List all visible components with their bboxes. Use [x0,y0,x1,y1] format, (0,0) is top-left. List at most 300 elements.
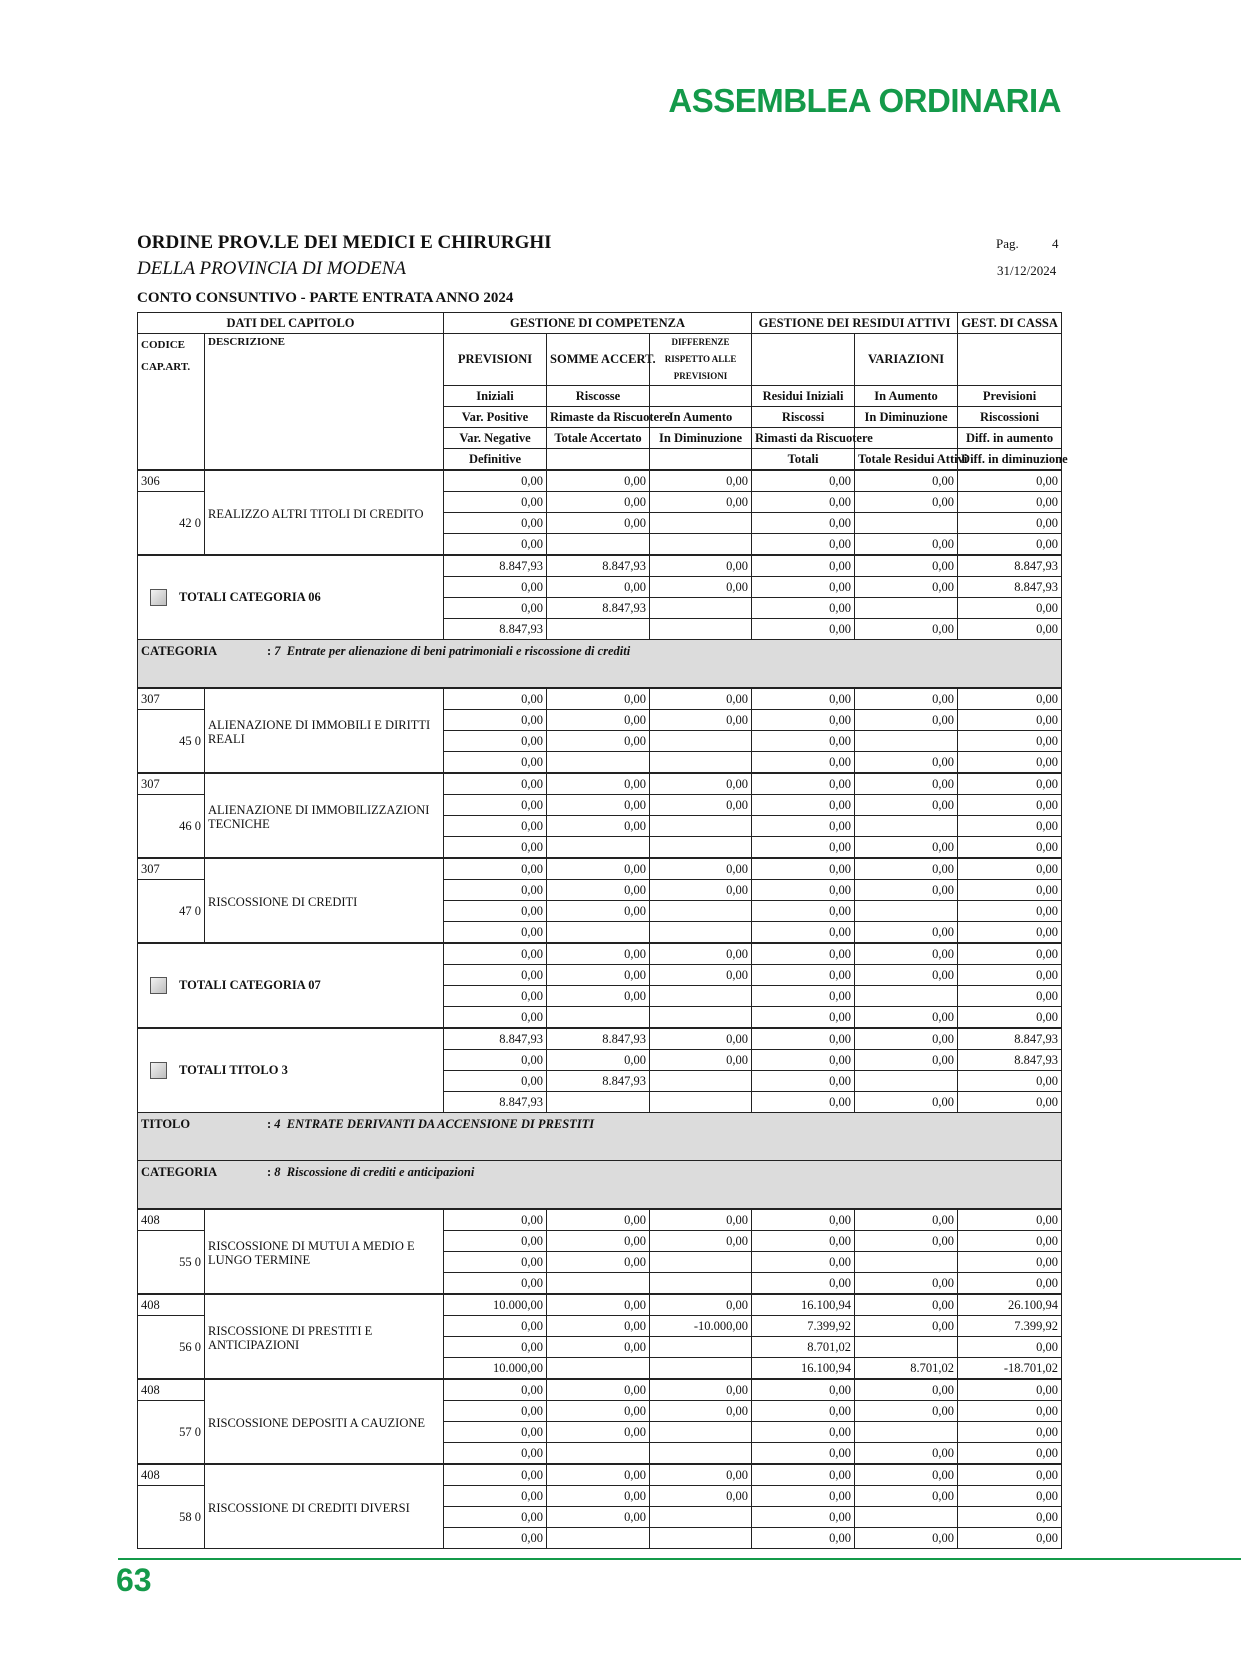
value-cell: 0,00 [752,555,855,577]
value-cell: 0,00 [752,619,855,640]
value-cell: 0,00 [752,534,855,556]
band-separator: : [267,1117,272,1131]
value-cell: 0,00 [855,1273,958,1295]
value-cell: 0,00 [752,837,855,859]
value-cell: 0,00 [958,1231,1062,1252]
header-cell [650,386,752,407]
chapter-description: ALIENAZIONE DI IMMOBILI E DIRITTI REALI [205,688,444,773]
value-cell: 0,00 [650,1486,752,1507]
value-cell: 0,00 [650,688,752,710]
value-cell: 0,00 [958,1092,1062,1113]
header-cell: Rimaste da Riscuotere [547,407,650,428]
value-cell [650,1071,752,1092]
value-cell: 0,00 [444,773,547,795]
value-cell [547,1358,650,1380]
value-cell: 0,00 [547,901,650,922]
header-cell: PREVISIONI [444,334,547,386]
value-cell: 0,00 [444,1071,547,1092]
value-cell: 8.847,93 [444,1028,547,1050]
value-cell [547,1007,650,1029]
value-cell: 8.847,93 [444,1092,547,1113]
value-cell: 0,00 [958,1252,1062,1273]
value-cell: 0,00 [650,795,752,816]
value-cell: 0,00 [547,880,650,901]
value-cell: 0,00 [958,943,1062,965]
table-row [138,688,1062,710]
header-cell: Riscossi [752,407,855,428]
value-cell: 0,00 [855,837,958,859]
value-cell: 8.847,93 [547,555,650,577]
value-cell [547,922,650,944]
value-cell: 10.000,00 [444,1358,547,1380]
value-cell: 0,00 [855,1092,958,1113]
value-cell: 0,00 [444,577,547,598]
value-cell [650,1252,752,1273]
header-cell: Residui Iniziali [752,386,855,407]
value-cell: 0,00 [444,1528,547,1549]
category-band-cell [138,640,1062,689]
value-cell: 8.847,93 [958,577,1062,598]
value-cell: 0,00 [547,1252,650,1273]
value-cell: 0,00 [855,1050,958,1071]
page-num: 4 [1052,236,1059,251]
header-cell: In Diminuzione [855,407,958,428]
header-cell: VARIAZIONI [855,334,958,386]
value-cell: 0,00 [444,837,547,859]
chapter-description: RISCOSSIONE DI CREDITI [205,858,444,943]
value-cell: 0,00 [958,858,1062,880]
value-cell: 0,00 [752,1028,855,1050]
value-cell [547,534,650,556]
value-cell: 0,00 [752,1401,855,1422]
value-cell: 0,00 [958,731,1062,752]
value-cell: 8.847,93 [444,619,547,640]
value-cell: 0,00 [444,688,547,710]
band-text: ENTRATE DERIVANTI DA ACCENSIONE DI PRESTITI [286,1117,595,1131]
value-cell: 26.100,94 [958,1294,1062,1316]
value-cell: 0,00 [547,965,650,986]
band-number: 7 [274,644,281,658]
value-cell: 0,00 [444,986,547,1007]
article-code: 47 0 [138,880,205,944]
value-cell: 0,00 [547,1507,650,1528]
value-cell: 0,00 [444,1050,547,1071]
value-cell: 0,00 [752,1273,855,1295]
value-cell: 0,00 [855,1007,958,1029]
value-cell: 0,00 [752,795,855,816]
total-label-text: TOTALI CATEGORIA 06 [179,589,321,604]
value-cell: 0,00 [855,577,958,598]
value-cell: 0,00 [547,1316,650,1337]
value-cell: 0,00 [444,943,547,965]
value-cell: 0,00 [444,513,547,534]
value-cell: 0,00 [855,858,958,880]
value-cell [650,816,752,837]
value-cell: 0,00 [958,965,1062,986]
value-cell: 0,00 [650,577,752,598]
org-name-line2: DELLA PROVINCIA DI MODENA [137,258,406,279]
value-cell: 0,00 [855,1443,958,1465]
header-cell: In Diminuzione [650,428,752,449]
article-code: 55 0 [138,1231,205,1295]
band-separator: : [267,644,272,658]
value-cell: 0,00 [547,1486,650,1507]
value-cell: 0,00 [752,1422,855,1443]
value-cell: 0,00 [752,1092,855,1113]
header-cell: Riscosse [547,386,650,407]
value-cell: 0,00 [444,598,547,619]
total-row [138,943,1062,965]
value-cell: 0,00 [752,492,855,513]
value-cell: 8.847,93 [958,1028,1062,1050]
value-cell: 8.847,93 [958,555,1062,577]
value-cell: 0,00 [547,816,650,837]
total-label [138,1028,444,1113]
chapter-code: 306 [138,470,205,492]
value-cell: 0,00 [855,555,958,577]
table-row [138,1464,1062,1486]
value-cell: 0,00 [444,710,547,731]
checkbox-icon [150,589,167,606]
value-cell: 0,00 [752,1464,855,1486]
chapter-code: 408 [138,1379,205,1401]
value-cell: 0,00 [650,710,752,731]
total-label-text: TOTALI TITOLO 3 [179,1062,288,1077]
value-cell: 0,00 [752,1231,855,1252]
value-cell: 0,00 [958,1443,1062,1465]
value-cell: 0,00 [444,858,547,880]
category-band [138,1113,1062,1161]
value-cell: 0,00 [958,513,1062,534]
value-cell: 0,00 [855,1231,958,1252]
value-cell: 0,00 [444,1007,547,1029]
value-cell: 0,00 [958,470,1062,492]
value-cell [650,922,752,944]
article-code: 57 0 [138,1401,205,1465]
value-cell: 0,00 [547,1401,650,1422]
value-cell [855,1337,958,1358]
table-row [138,1294,1062,1316]
value-cell [547,1528,650,1549]
value-cell: 0,00 [444,816,547,837]
value-cell: 16.100,94 [752,1294,855,1316]
band-number: 4 [274,1117,281,1131]
page-label: Pag. [996,236,1019,251]
codice-header: CODICE CAP.ART. [138,334,205,471]
value-cell [855,598,958,619]
value-cell: 0,00 [650,1464,752,1486]
value-cell: 0,00 [958,1528,1062,1549]
header-cell [650,449,752,471]
value-cell: 0,00 [650,773,752,795]
value-cell: 0,00 [958,1071,1062,1092]
value-cell [855,1071,958,1092]
value-cell: 0,00 [444,1507,547,1528]
value-cell: 0,00 [752,688,855,710]
value-cell [855,513,958,534]
value-cell: 0,00 [752,752,855,774]
value-cell: 0,00 [444,492,547,513]
band-text: Entrate per alienazione di beni patrimoniali e riscossione di crediti [286,644,631,658]
band-number: 8 [274,1165,281,1179]
value-cell [547,619,650,640]
header-cell: Iniziali [444,386,547,407]
value-cell: 0,00 [958,492,1062,513]
total-row [138,1028,1062,1050]
chapter-code: 307 [138,773,205,795]
header-cell: Diff. in diminuzione [958,449,1062,471]
header-cell [752,334,855,386]
value-cell [855,816,958,837]
value-cell: 0,00 [547,858,650,880]
value-cell: 0,00 [650,1050,752,1071]
value-cell: 0,00 [444,1422,547,1443]
category-band [138,1161,1062,1210]
chapter-description: RISCOSSIONE DEPOSITI A CAUZIONE [205,1379,444,1464]
value-cell: 0,00 [958,1401,1062,1422]
value-cell [855,1422,958,1443]
value-cell: 0,00 [958,880,1062,901]
value-cell: 0,00 [444,1486,547,1507]
value-cell: 0,00 [547,1294,650,1316]
header-cell: DIFFERENZE RISPETTO ALLE PREVISIONI [650,334,752,386]
value-cell: 0,00 [958,795,1062,816]
value-cell: 0,00 [547,1379,650,1401]
chapter-description: RISCOSSIONE DI CREDITI DIVERSI [205,1464,444,1549]
value-cell: 0,00 [650,1028,752,1050]
value-cell: 0,00 [650,1401,752,1422]
value-cell: 0,00 [855,752,958,774]
value-cell: 0,00 [958,816,1062,837]
value-cell: 0,00 [958,773,1062,795]
value-cell: 0,00 [855,1528,958,1549]
total-label [138,943,444,1028]
value-cell: 0,00 [752,1050,855,1071]
header-cell: SOMME ACCERT. [547,334,650,386]
value-cell [650,1358,752,1380]
value-cell: 8.847,93 [958,1050,1062,1071]
value-cell: 0,00 [958,1209,1062,1231]
value-cell: 0,00 [752,773,855,795]
footer-divider [118,1558,1241,1560]
table-row [138,858,1062,880]
value-cell [547,1443,650,1465]
band-label: CATEGORIA [141,644,218,658]
band-separator: : [267,1165,272,1179]
value-cell: 0,00 [752,731,855,752]
value-cell: 10.000,00 [444,1294,547,1316]
value-cell: 0,00 [547,577,650,598]
value-cell: 0,00 [444,965,547,986]
value-cell [650,986,752,1007]
value-cell: 0,00 [650,1209,752,1231]
value-cell: 0,00 [650,1294,752,1316]
chapter-code: 307 [138,688,205,710]
value-cell: 0,00 [547,1050,650,1071]
header-cell: Totale Accertato [547,428,650,449]
value-cell: 0,00 [958,534,1062,556]
value-cell: 16.100,94 [752,1358,855,1380]
value-cell: 0,00 [547,710,650,731]
value-cell: 0,00 [650,858,752,880]
header-cell: In Aumento [855,386,958,407]
value-cell: 0,00 [650,880,752,901]
value-cell: 0,00 [855,688,958,710]
value-cell: 0,00 [855,1401,958,1422]
value-cell: 0,00 [752,901,855,922]
value-cell: 0,00 [752,816,855,837]
value-cell: 0,00 [855,943,958,965]
value-cell: 0,00 [547,731,650,752]
value-cell: 0,00 [958,922,1062,944]
value-cell: 0,00 [958,1464,1062,1486]
value-cell [650,619,752,640]
value-cell: 0,00 [958,1507,1062,1528]
value-cell: 0,00 [855,710,958,731]
value-cell: 0,00 [444,1316,547,1337]
group-gestione-cassa: GEST. DI CASSA [958,313,1062,334]
value-cell [650,1443,752,1465]
header-cell: In Aumento [650,407,752,428]
header-cell: Totale Residui Attivi [855,449,958,471]
value-cell [650,513,752,534]
article-code: 46 0 [138,795,205,859]
chapter-description: ALIENAZIONE DI IMMOBILIZZAZIONI TECNICHE [205,773,444,858]
value-cell: 8.847,93 [547,1071,650,1092]
total-row [138,555,1062,577]
value-cell: 0,00 [855,795,958,816]
value-cell: 0,00 [855,1464,958,1486]
value-cell: 0,00 [855,965,958,986]
value-cell [650,752,752,774]
article-code: 56 0 [138,1316,205,1380]
value-cell: 0,00 [958,1273,1062,1295]
value-cell: 0,00 [444,880,547,901]
value-cell: 0,00 [752,470,855,492]
value-cell: 0,00 [958,710,1062,731]
value-cell: 0,00 [547,470,650,492]
value-cell: 0,00 [855,1028,958,1050]
value-cell: 0,00 [444,1443,547,1465]
category-band-cell [138,1113,1062,1161]
value-cell: 8.847,93 [547,598,650,619]
value-cell: 0,00 [444,1231,547,1252]
report-date: 31/12/2024 [997,263,1057,278]
value-cell: 8.701,02 [752,1337,855,1358]
value-cell: 0,00 [752,1071,855,1092]
value-cell: 0,00 [752,1379,855,1401]
descrizione-header: DESCRIZIONE [205,334,444,471]
value-cell: 8.847,93 [444,555,547,577]
value-cell [650,1422,752,1443]
band-label: TITOLO [141,1117,191,1131]
header-cell: Rimasti da Riscuotere [752,428,855,449]
document-title: CONTO CONSUNTIVO - PARTE ENTRATA ANNO 2024 [137,290,514,306]
value-cell: 0,00 [855,1316,958,1337]
value-cell: 0,00 [752,943,855,965]
budget-table [137,312,1068,1549]
value-cell: 0,00 [444,1464,547,1486]
group-gestione-residui: GESTIONE DEI RESIDUI ATTIVI [752,313,958,334]
header-cell: Riscossioni [958,407,1062,428]
value-cell: 0,00 [855,922,958,944]
value-cell: 0,00 [444,1209,547,1231]
value-cell: -10.000,00 [650,1316,752,1337]
value-cell: 8.847,93 [547,1028,650,1050]
value-cell: 0,00 [752,513,855,534]
value-cell [650,1007,752,1029]
chapter-description: RISCOSSIONE DI PRESTITI E ANTICIPAZIONI [205,1294,444,1379]
value-cell: 0,00 [752,598,855,619]
value-cell: 0,00 [752,710,855,731]
value-cell: 0,00 [855,534,958,556]
table-body [138,470,1062,1549]
category-band [138,640,1062,689]
value-cell: 0,00 [958,688,1062,710]
header-cell: Diff. in aumento [958,428,1062,449]
value-cell: 0,00 [855,470,958,492]
value-cell: 0,00 [855,773,958,795]
value-cell: 0,00 [650,492,752,513]
value-cell: 0,00 [752,1252,855,1273]
value-cell [650,1337,752,1358]
org-name-line1: ORDINE PROV.LE DEI MEDICI E CHIRURGHI [137,232,552,253]
value-cell: 0,00 [650,943,752,965]
value-cell [650,1507,752,1528]
value-cell [547,1092,650,1113]
value-cell [650,901,752,922]
value-cell: 0,00 [958,837,1062,859]
header-cell: Var. Negative [444,428,547,449]
checkbox-icon [150,1062,167,1079]
value-cell [855,1252,958,1273]
value-cell [855,986,958,1007]
value-cell: 0,00 [444,731,547,752]
header-cell [958,334,1062,386]
value-cell: 0,00 [650,965,752,986]
value-cell [547,752,650,774]
value-cell: 0,00 [958,1422,1062,1443]
band-label: CATEGORIA [141,1165,218,1179]
checkbox-icon [150,977,167,994]
value-cell [650,731,752,752]
header-cell: Var. Positive [444,407,547,428]
value-cell: 0,00 [444,1401,547,1422]
value-cell: 0,00 [547,492,650,513]
article-code: 42 0 [138,492,205,556]
value-cell: 0,00 [650,470,752,492]
value-cell: 0,00 [547,795,650,816]
value-cell: 0,00 [958,1379,1062,1401]
value-cell [650,1092,752,1113]
total-label [138,555,444,640]
value-cell: -18.701,02 [958,1358,1062,1380]
value-cell: 0,00 [444,1379,547,1401]
chapter-code: 408 [138,1294,205,1316]
value-cell: 0,00 [547,688,650,710]
total-label-text: TOTALI CATEGORIA 07 [179,977,321,992]
value-cell: 7.399,92 [958,1316,1062,1337]
article-code: 45 0 [138,710,205,774]
value-cell: 0,00 [444,1252,547,1273]
value-cell: 0,00 [547,1231,650,1252]
value-cell: 0,00 [752,858,855,880]
chapter-description: REALIZZO ALTRI TITOLI DI CREDITO [205,470,444,555]
value-cell: 0,00 [855,1209,958,1231]
value-cell: 0,00 [547,1422,650,1443]
group-dati-capitolo: DATI DEL CAPITOLO [138,313,444,334]
value-cell: 0,00 [444,470,547,492]
